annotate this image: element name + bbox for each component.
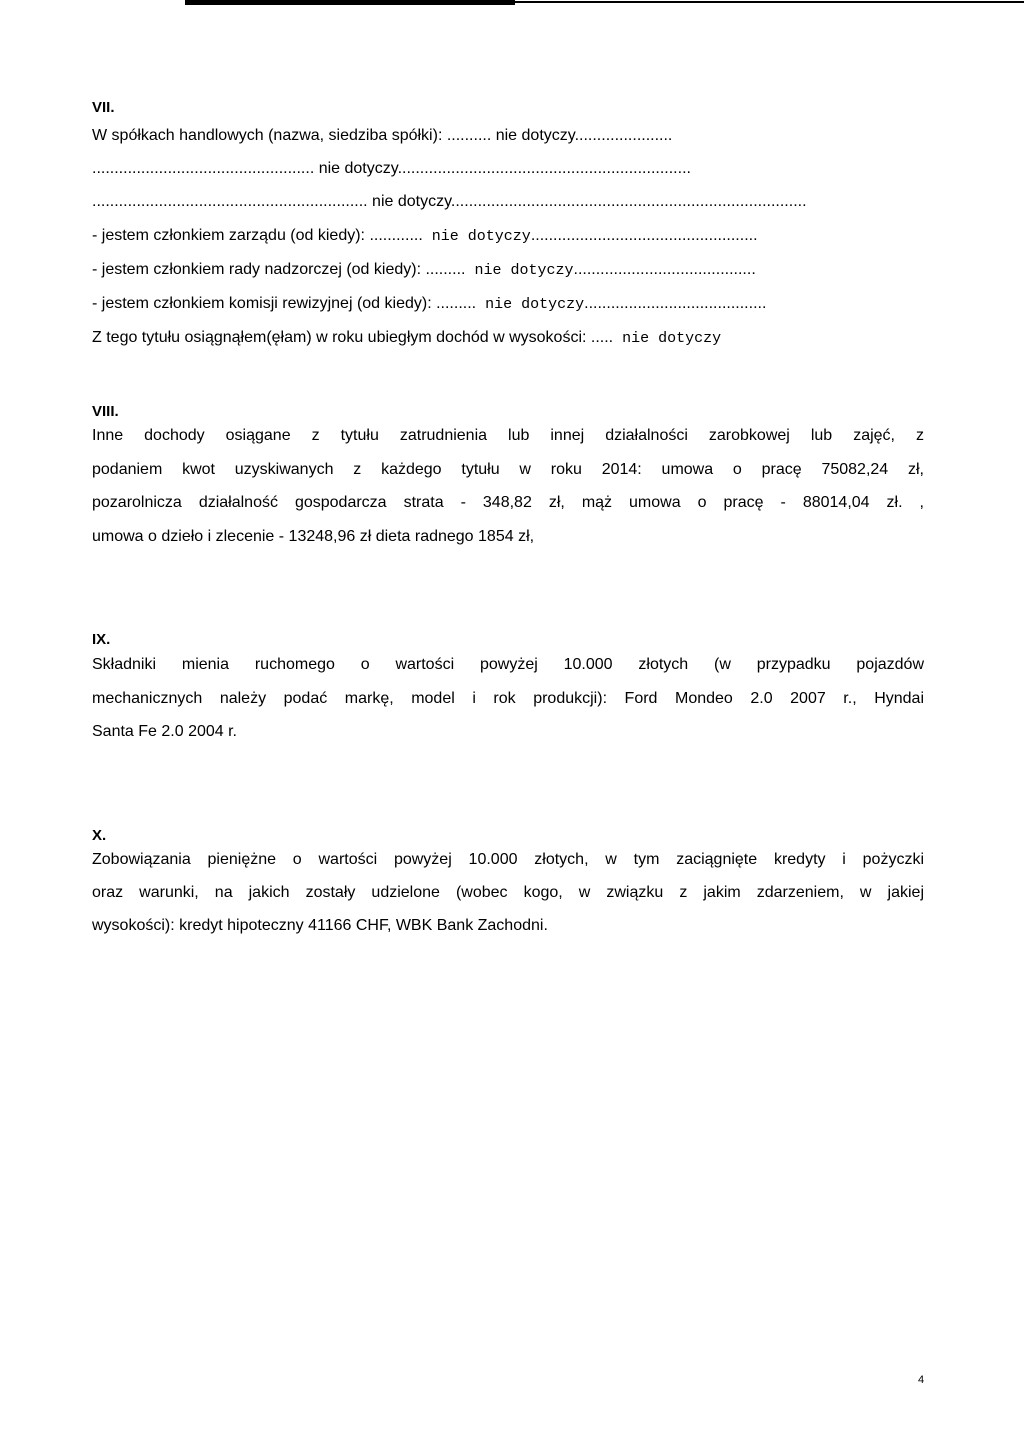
other-income-line-4: umowa o dzieło i zlecenie - 13248,96 zł dieta radnego 1854 zł, (92, 528, 535, 545)
liabilities-line-1: Zobowiązania pieniężne o wartości powyżej 10.000 złotych, w tym zaciągnięte kredyty i pożyczki (92, 851, 924, 868)
supervisory-trail-dots: ......................................... (573, 261, 756, 278)
audit-committee-line (92, 294, 766, 315)
board-member-label: - jestem członkiem zarządu (od kiedy): (92, 227, 370, 244)
board-trail-dots: ................................................... (530, 227, 758, 244)
section-vii-heading: VII. (92, 99, 115, 116)
line2-lead-dots: .................................................. (92, 160, 315, 177)
supervisory-board-value: nie dotyczy (465, 262, 574, 279)
company-lead-dots: .......... (446, 127, 492, 144)
supervisory-lead-dots: ......... (425, 261, 466, 278)
audit-committee-label: - jestem członkiem komisji rewizyjnej (od kiedy): (92, 295, 437, 312)
company-value: nie dotyczy (491, 127, 575, 144)
income-lead-dots: ..... (590, 329, 614, 346)
liabilities-line-2: oraz warunki, na jakich zostały udzielone (wobec kogo, w związku z jakim zdarzeniem, w jakiej (92, 884, 924, 901)
audit-trail-dots: ......................................... (584, 295, 767, 312)
section-viii-heading: VIII. (92, 403, 119, 420)
line3-lead-dots: .............................................................. (92, 193, 368, 210)
other-income-line-1: Inne dochody osiągane z tytułu zatrudnienia lub innej działalności zarobkowej lub zajęć, z (92, 427, 924, 444)
movable-assets-line-2: mechanicznych należy podać markę, model i rok produkcji): Ford Mondeo 2.0 2007 r., Hyndai (92, 690, 924, 707)
income-label: Z tego tytułu osiągnąłem(ęłam) w roku ubiegłym dochód w wysokości: (92, 329, 591, 346)
line2-trail-dots: .................................................................. (397, 160, 691, 177)
line2-value: nie dotyczy (314, 160, 398, 177)
audit-committee-value: nie dotyczy (476, 296, 585, 313)
section-x-heading: X. (92, 827, 107, 844)
board-member-value: nie dotyczy (422, 228, 531, 245)
company-line-2 (92, 159, 691, 179)
company-trail-dots: ...................... (574, 127, 673, 144)
movable-assets-line-3: Santa Fe 2.0 2004 r. (92, 723, 237, 740)
company-line (92, 126, 672, 146)
page-number: 4 (918, 1374, 925, 1386)
other-income-line-3: pozarolnicza działalność gospodarcza strata - 348,82 zł, mąż umowa o pracę - 88014,04 zł. , (92, 494, 924, 511)
liabilities-line-3: wysokości): kredyt hipoteczny 41166 CHF, WBK Bank Zachodni. (92, 917, 548, 934)
board-member-line (92, 226, 758, 247)
line3-value: nie dotyczy (367, 193, 451, 210)
income-value: nie dotyczy (613, 330, 722, 347)
line3-trail-dots: ................................................................................ (450, 193, 807, 210)
supervisory-board-label: - jestem członkiem rady nadzorczej (od kiedy): (92, 261, 426, 278)
other-income-line-2: podaniem kwot uzyskiwanych z każdego tytułu w roku 2014: umowa o pracę 75082,24 zł, (92, 461, 924, 478)
top-rule-thin (515, 1, 1024, 3)
movable-assets-line-1: Składniki mienia ruchomego o wartości powyżej 10.000 złotych (w przypadku pojazdów (92, 656, 924, 673)
board-lead-dots: ............ (369, 227, 423, 244)
section-ix-heading: IX. (92, 631, 111, 648)
income-line (92, 328, 721, 349)
company-label: W spółkach handlowych (nazwa, siedziba spółki): (92, 127, 447, 144)
company-line-3 (92, 192, 807, 212)
audit-lead-dots: ......... (436, 295, 477, 312)
top-rule (185, 0, 515, 5)
supervisory-board-line (92, 260, 756, 281)
